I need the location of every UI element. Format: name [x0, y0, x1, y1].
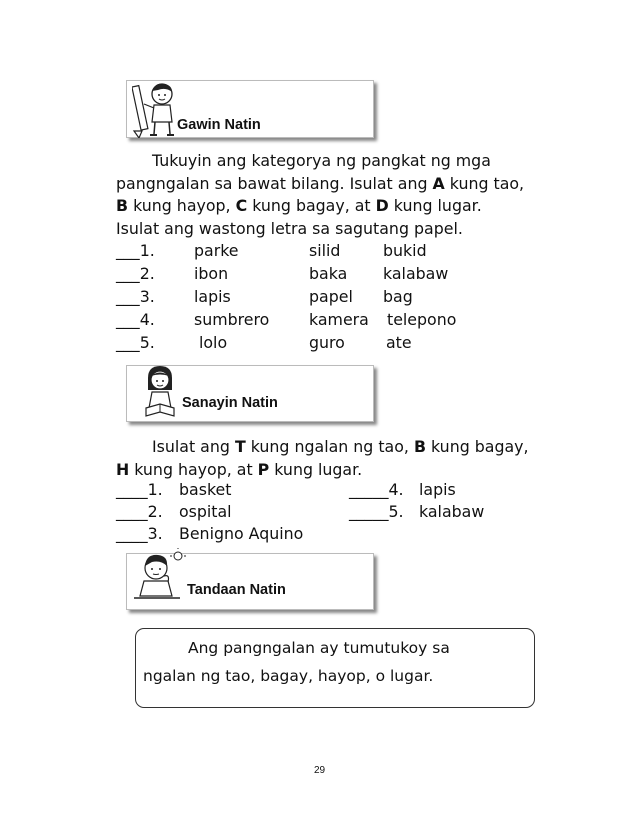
- item-number: ____3.: [116, 524, 163, 543]
- item-word: kalabaw: [419, 502, 485, 521]
- item-number: ____2.: [116, 502, 163, 521]
- item-number: _____4.: [349, 480, 404, 499]
- gawin-instructions-line3: B kung hayop, C kung bagay, at D kung lugar.: [116, 196, 482, 215]
- sanayin-instructions-line2: H kung hayop, at P kung lugar.: [116, 459, 363, 479]
- item-word-2: kamera: [309, 310, 369, 329]
- page-number: 29: [313, 765, 326, 776]
- item-word-1: parke: [194, 241, 239, 260]
- note-line-1: Ang pangngalan ay tumutukoy sa: [188, 639, 450, 657]
- gawin-instructions-line4: Isulat ang wastong letra sa sagutang papel.: [116, 218, 463, 238]
- item-number: ___3.: [116, 287, 155, 306]
- definition-note-box: [135, 628, 535, 708]
- thinking-boy-icon: [134, 548, 186, 606]
- item-word-1: ibon: [194, 264, 229, 283]
- sanayin-instructions: [116, 436, 529, 481]
- item-number: ___4.: [116, 310, 155, 329]
- item-word-3: bag: [383, 287, 413, 306]
- item-word: ospital: [179, 502, 232, 521]
- item-word-3: kalabaw: [383, 264, 449, 283]
- note-line-2: ngalan ng tao, bagay, hayop, o lugar.: [143, 667, 434, 685]
- item-word-3: ate: [386, 333, 412, 352]
- item-word-1: lapis: [194, 287, 231, 306]
- item-word-3: telepono: [387, 310, 457, 329]
- item-word-2: guro: [309, 333, 345, 352]
- boy-with-pencil-icon: [132, 76, 182, 138]
- item-word: Benigno Aquino: [179, 524, 304, 543]
- item-word-1: lolo: [199, 333, 228, 352]
- sanayin-natin-title: Sanayin Natin: [182, 395, 278, 411]
- item-word-2: silid: [309, 241, 341, 260]
- item-number: ____1.: [116, 480, 163, 499]
- sanayin-instructions-line1: Isulat ang T kung ngalan ng tao, B kung bagay,: [152, 437, 529, 456]
- gawin-natin-title: Gawin Natin: [177, 117, 261, 133]
- item-number: ___2.: [116, 264, 155, 283]
- tandaan-natin-title: Tandaan Natin: [187, 582, 286, 598]
- item-number: _____5.: [349, 502, 404, 521]
- item-number: ___5.: [116, 333, 155, 352]
- item-number: ___1.: [116, 241, 155, 260]
- item-word-2: baka: [309, 264, 348, 283]
- gawin-instructions-line1: Tukuyin ang kategorya ng pangkat ng mga: [152, 151, 491, 170]
- gawin-instructions-line2: pangngalan sa bawat bilang. Isulat ang A kung tao,: [116, 173, 525, 193]
- item-word-3: bukid: [383, 241, 427, 260]
- item-word-1: sumbrero: [194, 310, 270, 329]
- girl-reading-icon: [138, 364, 182, 420]
- item-word-2: papel: [309, 287, 353, 306]
- item-word: basket: [179, 480, 232, 499]
- item-word: lapis: [419, 480, 456, 499]
- gawin-instructions: [116, 150, 524, 240]
